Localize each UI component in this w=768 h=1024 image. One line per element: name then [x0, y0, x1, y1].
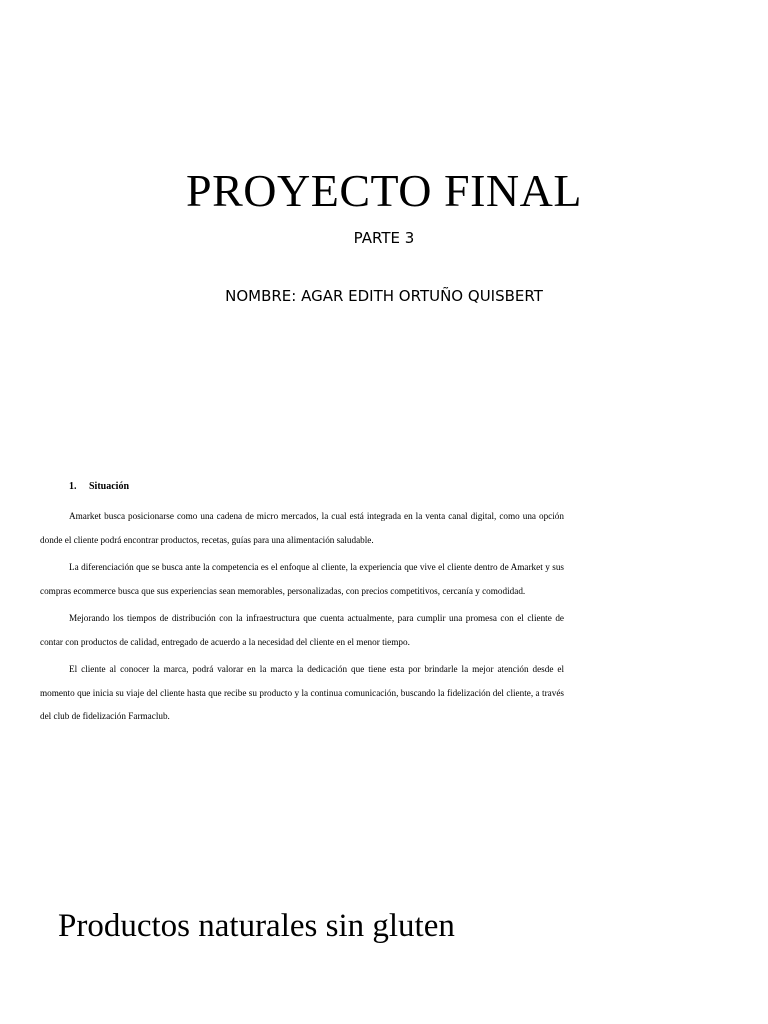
- products-heading: Productos naturales sin gluten: [58, 908, 455, 944]
- author-name: NOMBRE: AGAR EDITH ORTUÑO QUISBERT: [225, 287, 543, 305]
- section-number: 1.: [69, 481, 77, 492]
- section-title: Situación: [89, 481, 130, 492]
- paragraph: Amarket busca posicionarse como una cadena de micro mercados, la cual está integrada en la venta canal digital, como una opción donde el cliente podrá encontrar productos, recetas, guías para una alimentación saludable.: [40, 511, 564, 545]
- document-subtitle: PARTE 3: [353, 229, 415, 247]
- section-body: [40, 505, 564, 729]
- paragraph: Mejorando los tiempos de distribución con la infraestructura que cuenta actualmente, para cumplir una promesa con el cliente de contar con productos de calidad, entregado de acuerdo a la necesidad del cliente en el menor tiempo.: [40, 613, 564, 647]
- paragraph: El cliente al conocer la marca, podrá valorar en la marca la dedicación que tiene esta por brindarle la mejor atención desde el momento que inicia su viaje del cliente hasta que recibe su producto y la continua comunicación, buscando la fidelización del cliente, a través del club de fidelización Farmaclub.: [40, 664, 564, 721]
- section-heading: [69, 481, 129, 492]
- paragraph: La diferenciación que se busca ante la competencia es el enfoque al cliente, la experiencia que vive el cliente dentro de Amarket y sus compras ecommerce busca que sus experiencias sean memorables, personalizadas, con precios competitivos, cercanía y comodidad.: [40, 562, 564, 596]
- document-title: PROYECTO FINAL: [186, 165, 582, 216]
